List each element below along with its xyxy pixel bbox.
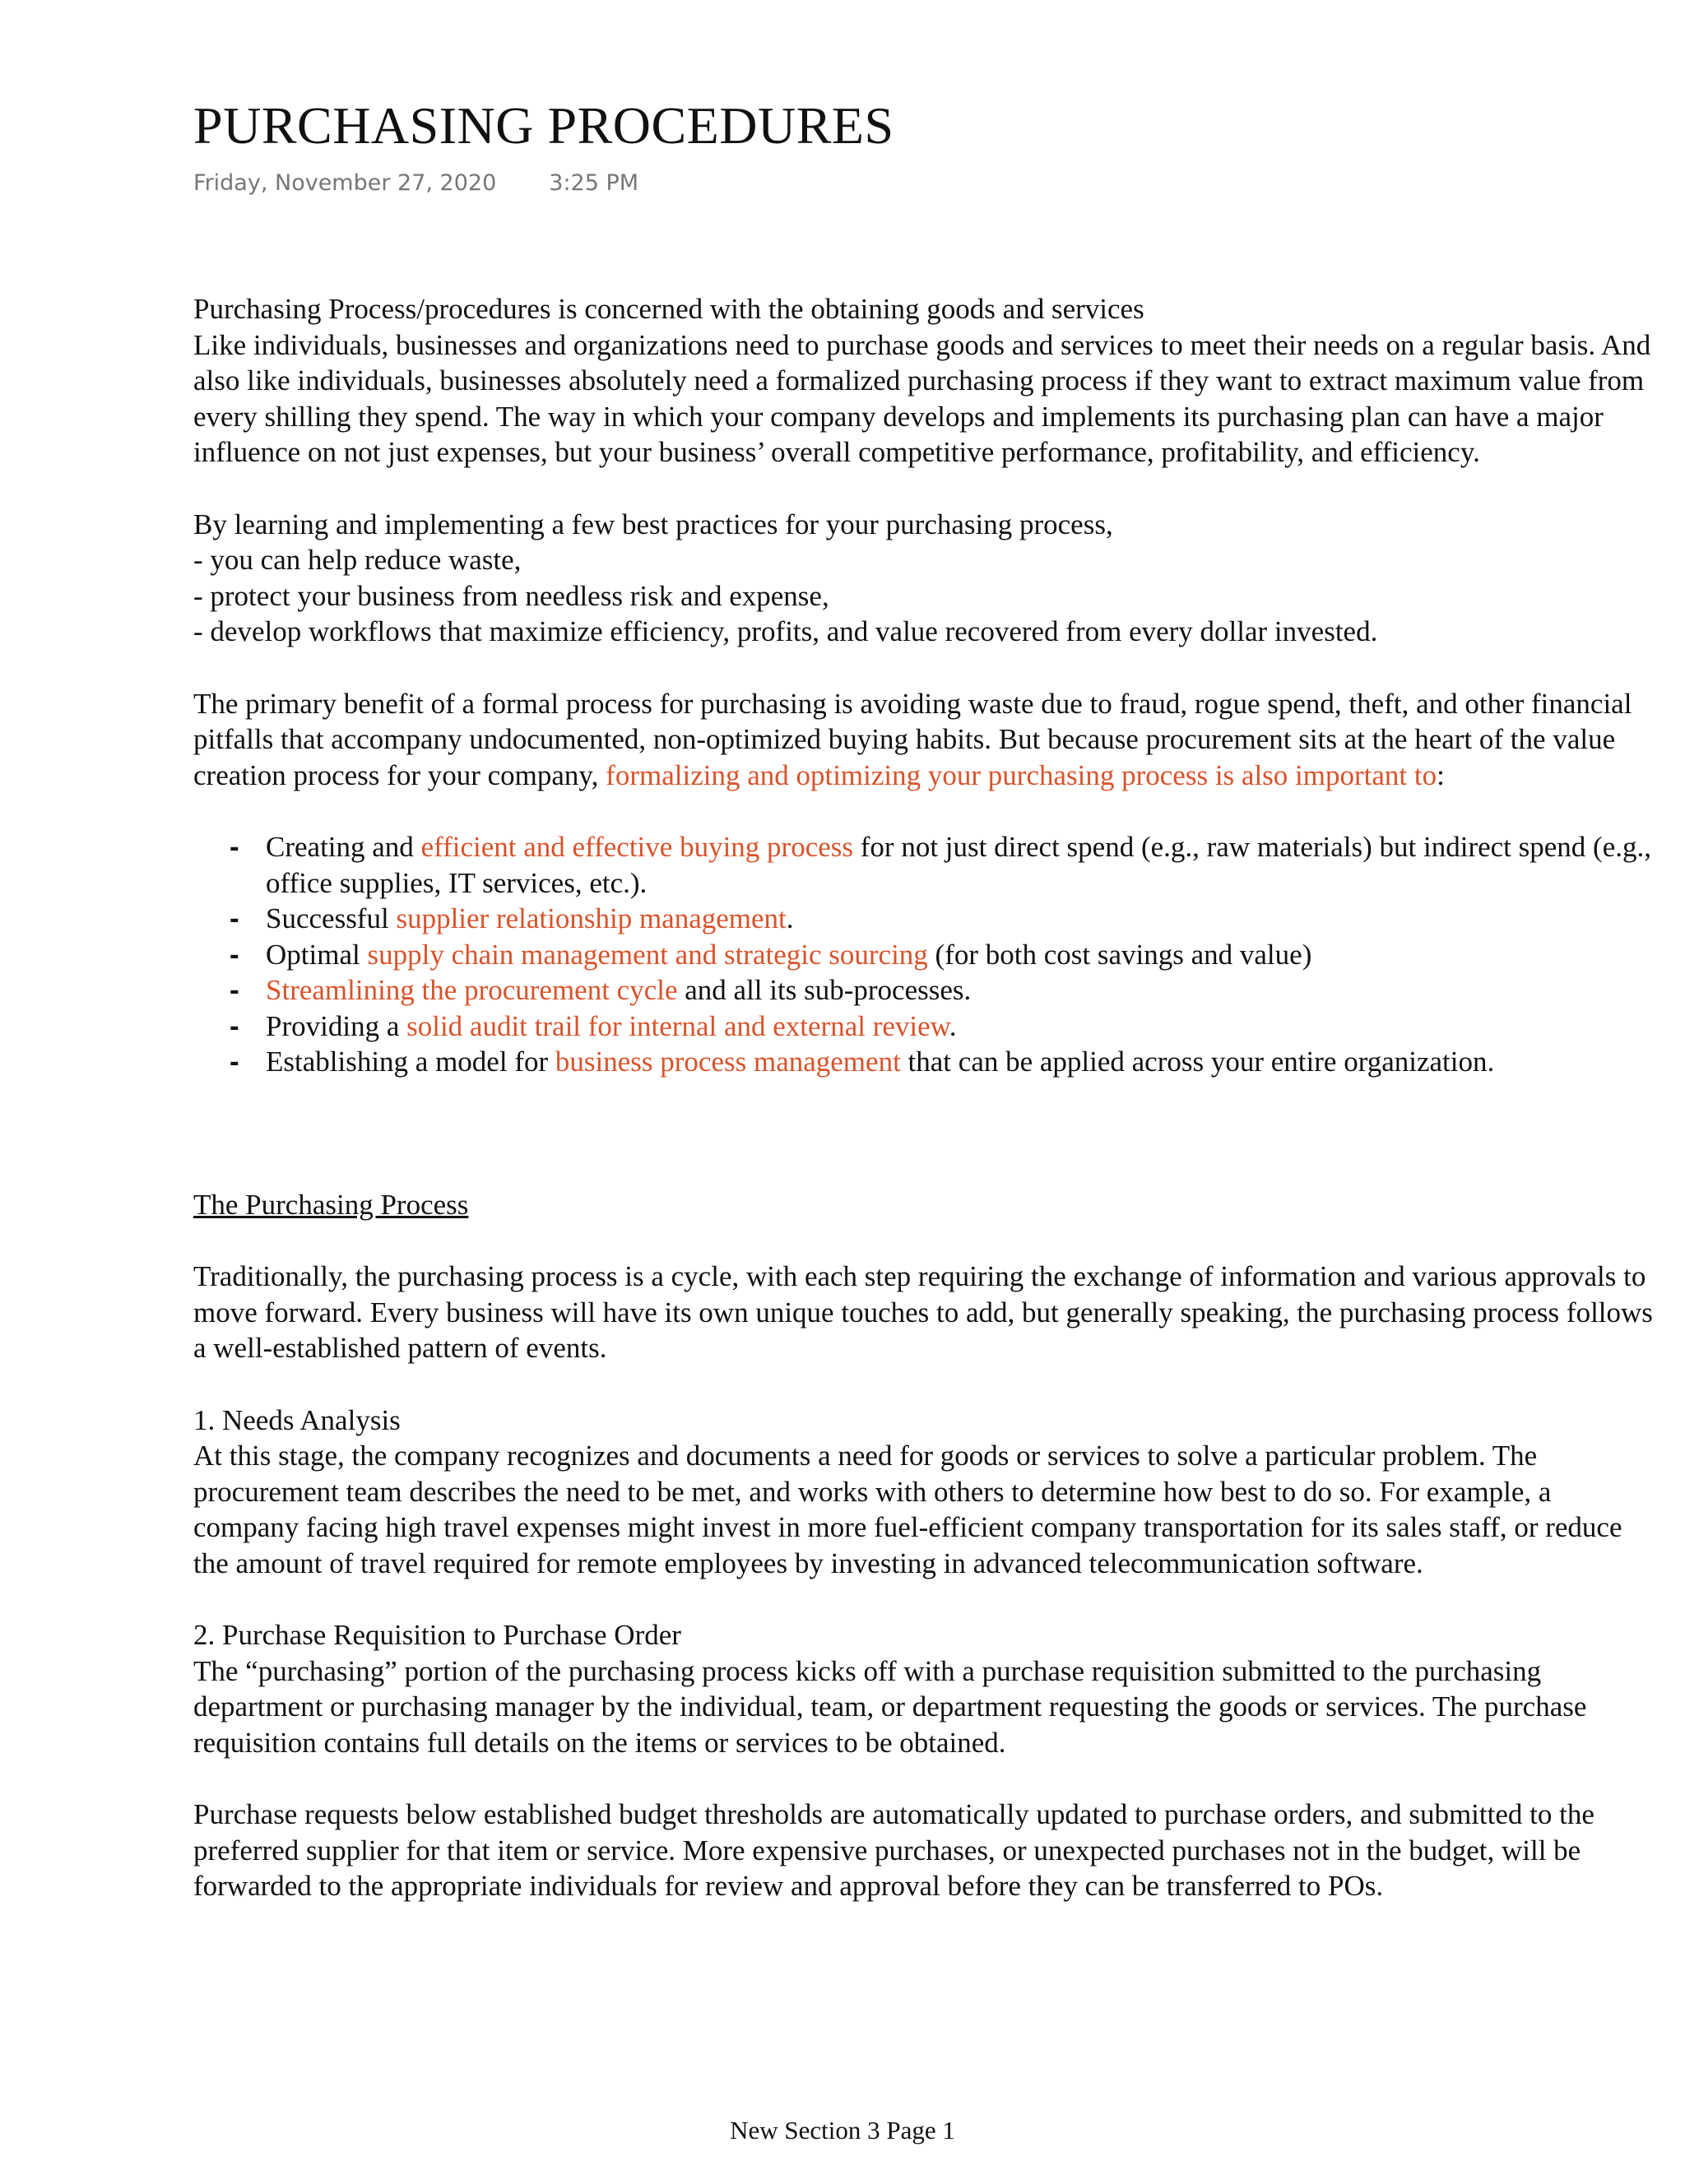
- bullet-dash: -: [230, 1009, 239, 1042]
- page-body: [193, 291, 1658, 1904]
- bullet-text: Establishing a model for: [266, 1046, 555, 1078]
- page-timestamp: [193, 169, 638, 198]
- best-practice-item: - protect your business from needless risk and expense,: [193, 579, 829, 612]
- bullet-link[interactable]: business process management: [555, 1046, 901, 1078]
- bullet-text: that can be applied across your entire organization.: [900, 1046, 1495, 1078]
- bullet-dash: -: [230, 974, 239, 1007]
- bullet-text: Successful: [266, 902, 397, 935]
- section-heading: The Purchasing Process: [193, 1189, 469, 1222]
- intro-line: Purchasing Process/procedures is concerned with the obtaining goods and services: [193, 293, 1144, 325]
- bullet-text: for not just direct spend (e.g., raw materials) but indirect spend (e.g., office supplies, IT services, etc.).: [266, 830, 1652, 899]
- list-item: [193, 972, 1658, 1009]
- bullet-dash: -: [230, 830, 239, 863]
- bullet-link[interactable]: efficient and effective buying process: [420, 830, 854, 863]
- bullet-link[interactable]: supplier relationship management: [396, 902, 787, 935]
- bullet-dash: -: [230, 938, 239, 971]
- benefit-paragraph: [193, 686, 1658, 794]
- bullet-dash: -: [230, 1046, 239, 1078]
- bullet-text: and all its sub-processes.: [677, 974, 972, 1007]
- intro-paragraph: Like individuals, businesses and organizations need to purchase goods and services to meet their needs on a regular basis. And also like individuals, businesses absolutely need a formalized purchasing process if they want to extract maximum value from every shilling they spend. The way in which your company develops and implements its purchasing plan can have a major influence on not just expenses, but your business’ overall competitive performance, profitability, and efficiency.: [193, 328, 1651, 469]
- step-text: Purchase requests below established budget thresholds are automatically updated to purchase orders, and submitted to the preferred supplier for that item or service. More expensive purchases, or unexpected purchases not in the budget, will be forwarded to the appropriate individuals for review and approval before they can be transferred to POs.: [193, 1798, 1594, 1903]
- bullet-dash: -: [230, 902, 239, 935]
- list-item: [193, 1009, 1658, 1045]
- page-footer: New Section 3 Page 1: [730, 2116, 955, 2145]
- list-item: [193, 901, 1658, 937]
- best-practice-item: - you can help reduce waste,: [193, 544, 522, 577]
- step-title: 1. Needs Analysis: [193, 1403, 401, 1436]
- bullet-link[interactable]: supply chain management and strategic sourcing: [367, 938, 928, 971]
- benefit-bullet-list: [193, 829, 1658, 1080]
- list-item: [193, 829, 1658, 901]
- step-text: The “purchasing” portion of the purchasing process kicks off with a purchase requisition submitted to the purchasing department or purchasing manager by the individual, team, or department requesting the goods or services. The purchase requisition contains full details on the items or services to be obtained.: [193, 1654, 1587, 1759]
- bullet-text: .: [786, 902, 794, 935]
- bullet-text: Creating and: [266, 830, 421, 863]
- best-practice-item: - develop workflows that maximize efficiency, profits, and value recovered from every dollar invested.: [193, 615, 1378, 648]
- page-date: Friday, November 27, 2020: [193, 170, 497, 196]
- bullet-text: .: [949, 1009, 957, 1042]
- bullet-text: Providing a: [266, 1009, 407, 1042]
- page-time: 3:25 PM: [549, 170, 639, 196]
- process-intro: Traditionally, the purchasing process is a cycle, with each step requiring the exchange of information and various approvals to move forward. Every business will have its own unique touches to add, but generally speaking, the purchasing process follows a well-established pattern of events.: [193, 1260, 1653, 1365]
- benefit-end: :: [1437, 758, 1445, 791]
- list-item: [193, 937, 1658, 973]
- bullet-text: Optimal: [266, 938, 368, 971]
- page-title: PURCHASING PROCEDURES: [193, 96, 894, 155]
- list-item: [193, 1044, 1658, 1080]
- step-text: At this stage, the company recognizes and documents a need for goods or services to solve a particular problem. The procurement team describes the need to be met, and works with others to determine how best to do so. For example, a company facing high travel expenses might invest in more fuel-efficient company transportation for its sales staff, or reduce the amount of travel required for remote employees by investing in advanced telecommunication software.: [193, 1440, 1622, 1579]
- bullet-text: (for both cost savings and value): [927, 938, 1312, 971]
- benefit-link[interactable]: formalizing and optimizing your purchasing process is also important to: [606, 758, 1437, 791]
- best-practices-lead: By learning and implementing a few best practices for your purchasing process,: [193, 508, 1113, 540]
- bullet-link[interactable]: Streamlining the procurement cycle: [266, 974, 678, 1007]
- bullet-link[interactable]: solid audit trail for internal and external review: [406, 1009, 949, 1042]
- step-title: 2. Purchase Requisition to Purchase Order: [193, 1619, 681, 1652]
- benefit-text: The primary benefit of a formal process for purchasing is avoiding waste due to fraud, rogue spend, theft, and other financial pitfalls that accompany undocumented, non-optimized buying habits. But because procurement sits at the heart of the value creation process for your company,: [193, 687, 1632, 791]
